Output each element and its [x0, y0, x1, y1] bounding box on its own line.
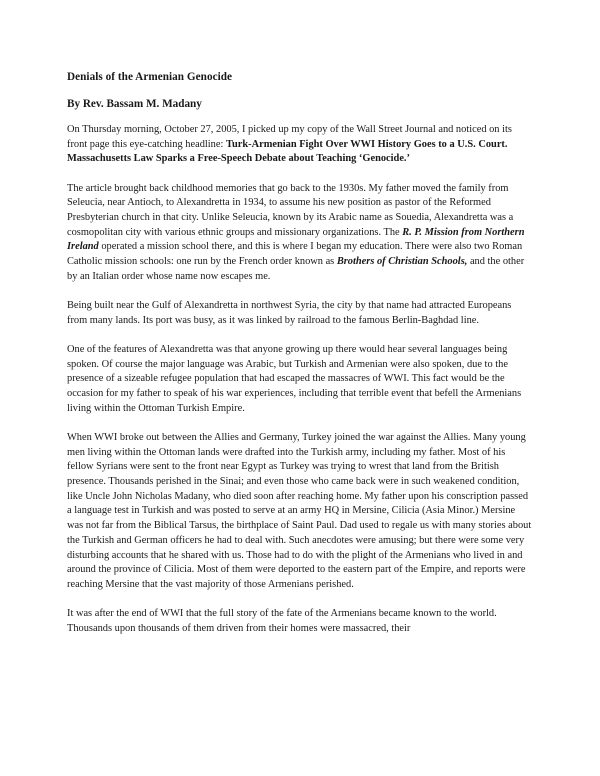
paragraph-6: It was after the end of WWI that the full story of the fate of the Armenians became known to the world. Thousands upon thousands of them driven from their homes were massacred, their [67, 608, 497, 634]
paragraph-2 [67, 182, 533, 285]
paragraph-3: Being built near the Gulf of Alexandretta in northwest Syria, the city by that name had attracted Europeans from many lands. Its port was busy, as it was linked by railroad to the famous Berlin-Baghdad line. [67, 300, 512, 326]
paragraph-2-text-b: operated a mission school there, and this is where I began my education. There were also two Roman Catholic mission schools: one run by the French order known as [67, 241, 523, 268]
mission-name: R. P. Mission from Northern Ireland [67, 226, 525, 253]
document-body [67, 70, 533, 651]
paragraph-4: One of the features of Alexandretta was that anyone growing up there would hear several languages being spoken. Of course the major language was Arabic, but Turkish and Armenian were also spoken, due to the presence of a sizeable refugee population that had escaped the massacres of WWI. This fact would be the occasion for my father to speak of his war experiences, including that terrible event that befell the Armenians living within the Ottoman Turkish Empire. [67, 343, 522, 414]
document-title: Denials of the Armenian Genocide [67, 71, 233, 83]
paragraph-2-text-c: and the other by an Italian order whose name now escapes me. [67, 256, 525, 282]
paragraph-1 [67, 123, 533, 167]
newspaper-headline: Turk-Armenian Fight Over WWI History Goes to a U.S. Court. Massachusetts Law Sparks a Free-Speech Debate about Teaching ‘Genocide.’ [67, 138, 508, 165]
order-name: Brothers of Christian Schools, [336, 256, 468, 268]
paragraph-1-text: On Thursday morning, October 27, 2005, I picked up my copy of the Wall Street Journal and noticed on its front page this eye-catching headline: [67, 124, 512, 150]
document-author: By Rev. Bassam M. Madany [67, 98, 202, 110]
paragraph-2-text-a: The article brought back childhood memories that go back to the 1930s. My father moved the family from Seleucia, near Antioch, to Alexandretta in 1934, to assume his new position as pastor of the Reformed Presbyterian church in that city. Unlike Seleucia, known by its Arabic name as Souedia, Alexandretta was a cosmopolitan city with various ethnic groups and missionary organizations. The [67, 182, 514, 238]
paragraph-5: When WWI broke out between the Allies and Germany, Turkey joined the war against the Allies. Many young men living within the Ottoman lands were drafted into the Turkish army, including my father. Most of his fellow Syrians were sent to the front near Egypt as Turkey was trying to wrest that land from the British presence. Thousands perished in the Sinai; and even those who came back were in such weakened condition, like Uncle John Nicholas Madany, who died soon after reaching home. My father upon his conscription passed a language test in Turkish and was posted to serve at an army HQ in Mersine, Cilicia (Asia Minor.) Mersine was not far from the Biblical Tarsus, the birthplace of Saint Paul. Dad used to regale us with many stories about the Turkish and German officers he had to deal with. Such anecdotes were amusing; but there were some very disturbing accounts that he shared with us. Those had to do with the plight of the Armenians who lived in and around the province of Cilicia. Most of them were deported to the eastern part of the Empire, and reports were reaching Mersine that the vast majority of those Armenians perished. [67, 431, 532, 590]
